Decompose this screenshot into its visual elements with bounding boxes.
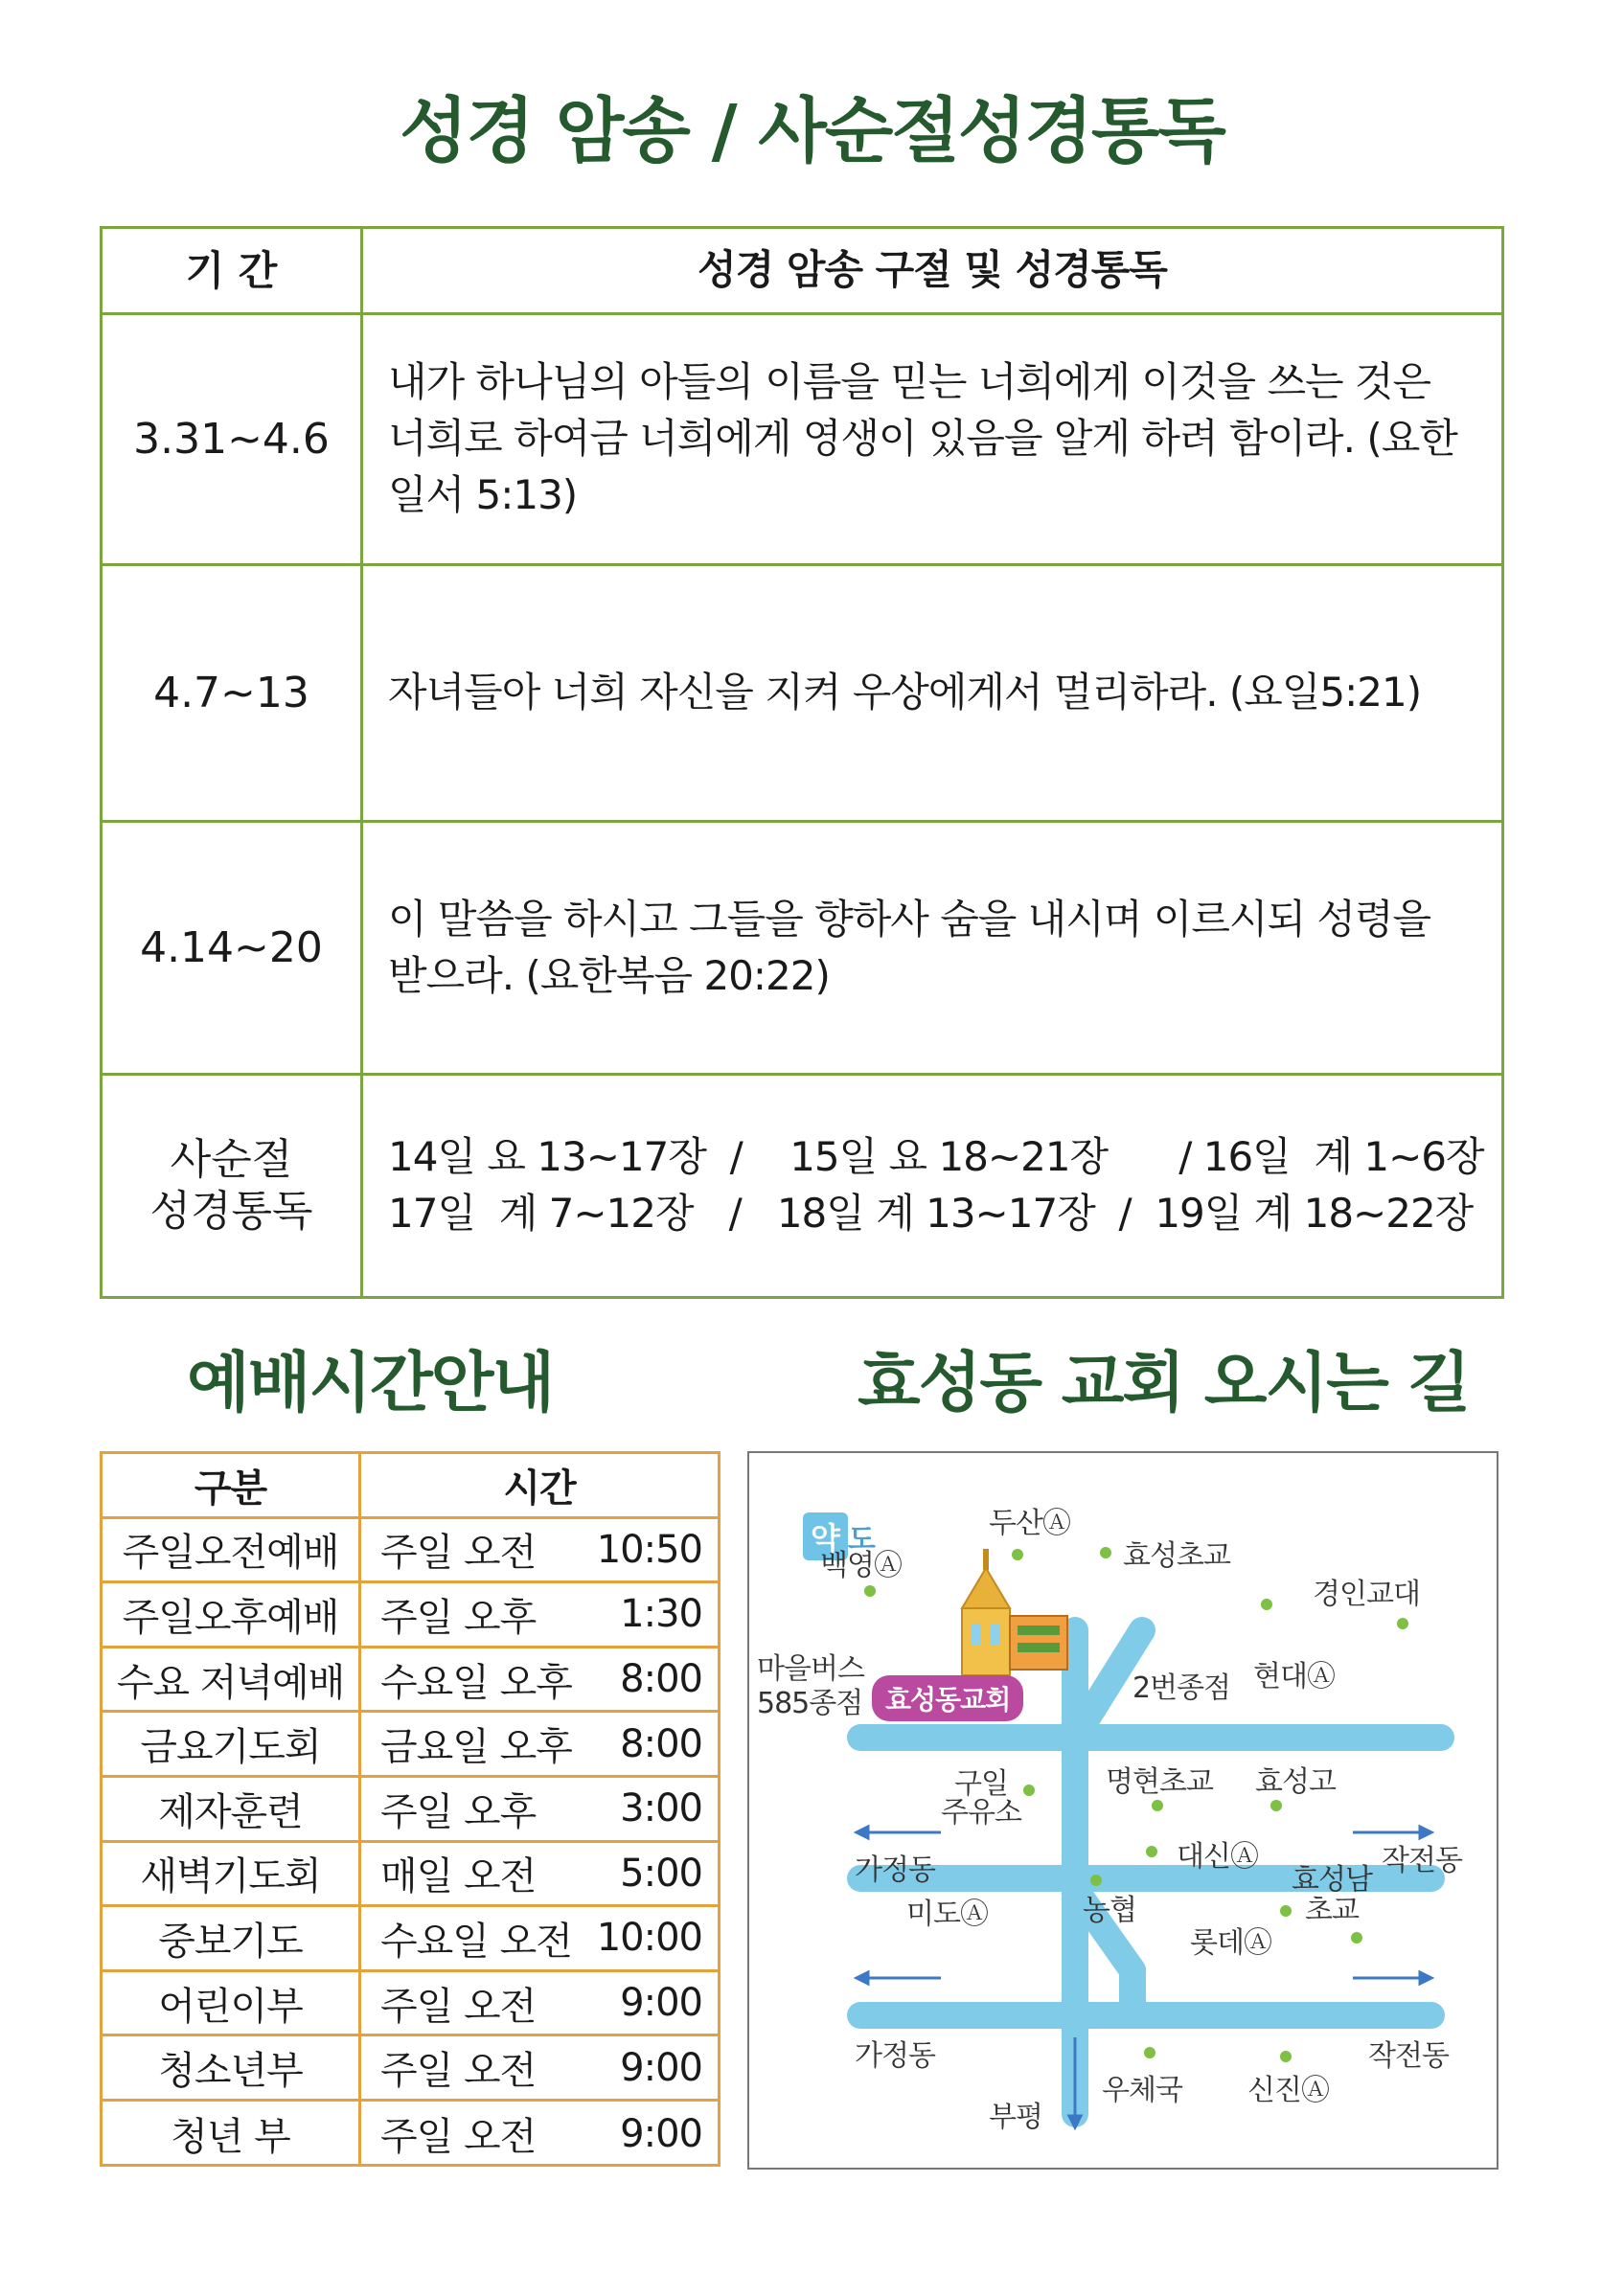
landmark-label: 두산Ⓐ bbox=[989, 1507, 1070, 1540]
verse-table bbox=[100, 226, 1504, 1299]
schedule-header bbox=[103, 1454, 718, 1519]
landmark-label: 초교 bbox=[1305, 1894, 1359, 1927]
worship-title: 예배시간안내 bbox=[187, 1346, 554, 1421]
service-day: 수요일 오전 bbox=[380, 1919, 572, 1964]
directions-title: 효성동 교회 오시는 길 bbox=[858, 1346, 1470, 1421]
landmark-label: 구일 bbox=[954, 1767, 1008, 1801]
landmark-dot bbox=[1280, 2051, 1292, 2062]
lent-reading-line1: 14일 요 13~17장 / 15일 요 18~21장 / 16일 계 1~6장 bbox=[388, 1133, 1484, 1181]
landmark-label: 경인교대 bbox=[1313, 1578, 1420, 1611]
landmark-label: 작전동 bbox=[1382, 1844, 1462, 1877]
yakdo-box: 약 bbox=[803, 1512, 848, 1560]
service-day: 주일 오전 bbox=[380, 2115, 537, 2160]
table-row bbox=[103, 1648, 718, 1714]
service-day: 주일 오후 bbox=[380, 1789, 537, 1834]
service-name: 주일오후예배 bbox=[103, 1583, 361, 1646]
table-row bbox=[103, 2102, 718, 2167]
table-row bbox=[103, 1907, 718, 1972]
landmark-dot bbox=[1270, 1800, 1282, 1811]
verse-cell: 내가 하나님의 아들의 이름을 믿는 너희에게 이것을 쓰는 것은 너희로 하여금 너희에게 영생이 있음을 알게 하려 함이라. (요한일서 5:13) bbox=[388, 358, 1457, 518]
table-row bbox=[103, 2036, 718, 2102]
service-time: 5:00 bbox=[620, 1851, 702, 1896]
verse-cell: 이 말씀을 하시고 그들을 향하사 숨을 내시며 이르시되 성령을 받으라. (요한복음 20:22) bbox=[388, 895, 1431, 999]
landmark-dot bbox=[1090, 1875, 1102, 1886]
landmark-label: 명현초교 bbox=[1106, 1765, 1213, 1799]
content-header: 성경 암송 구절 및 성경통독 bbox=[698, 246, 1167, 294]
church-building-icon bbox=[962, 1549, 1067, 1675]
verse-cell: 자녀들아 너희 자신을 지켜 우상에게서 멀리하라. (요일5:21) bbox=[388, 669, 1422, 716]
table-row bbox=[103, 1713, 718, 1778]
schedule-header-time: 시간 bbox=[503, 1466, 576, 1511]
table-row bbox=[103, 315, 1501, 566]
table-row bbox=[103, 1778, 718, 1843]
service-time: 10:00 bbox=[596, 1916, 702, 1961]
yakdo-rest: 도 bbox=[847, 1523, 876, 1557]
service-time: 9:00 bbox=[620, 2045, 702, 2090]
arrowhead-east-2 bbox=[1420, 1972, 1431, 1984]
landmark-dot bbox=[1397, 1618, 1408, 1629]
landmark-label: 2번종점 bbox=[1132, 1671, 1231, 1705]
arrowhead-west-1 bbox=[857, 1827, 868, 1838]
landmark-label: 미도Ⓐ bbox=[906, 1898, 988, 1931]
service-time: 9:00 bbox=[620, 1981, 702, 2026]
service-day: 주일 오전 bbox=[380, 1531, 537, 1576]
landmark-label: 백영Ⓐ bbox=[820, 1549, 902, 1582]
service-day: 금요일 오후 bbox=[380, 1725, 572, 1770]
table-row bbox=[103, 566, 1501, 823]
service-time: 1:30 bbox=[620, 1592, 702, 1637]
landmark-dot bbox=[1351, 1932, 1362, 1944]
service-name: 제자훈련 bbox=[103, 1778, 361, 1840]
schedule-header-name: 구분 bbox=[103, 1454, 361, 1516]
landmark-label: 585종점 bbox=[757, 1687, 863, 1720]
lent-reading-line2: 17일 계 7~12장 / 18일 계 13~17장 / 19일 계 18~22장 bbox=[388, 1190, 1474, 1237]
verse-table-header bbox=[103, 229, 1501, 315]
landmark-label: 가정동 bbox=[855, 2039, 935, 2073]
landmark-dot bbox=[1152, 1800, 1163, 1811]
landmark-label: 주유소 bbox=[941, 1796, 1021, 1830]
landmark-label: 효성초교 bbox=[1123, 1539, 1230, 1573]
service-name: 청소년부 bbox=[103, 2036, 361, 2099]
landmark-label: 신진Ⓐ bbox=[1247, 2074, 1329, 2107]
period-cell: 3.31~4.6 bbox=[103, 315, 363, 563]
service-day: 주일 오후 bbox=[380, 1595, 537, 1640]
landmark-dot bbox=[864, 1585, 876, 1597]
period-header: 기 간 bbox=[103, 229, 363, 312]
landmark-dot bbox=[1261, 1599, 1272, 1610]
landmark-label: 효성고 bbox=[1255, 1765, 1336, 1799]
landmark-dot bbox=[1280, 1905, 1292, 1917]
lent-period-cell bbox=[103, 1076, 363, 1296]
landmark-label: 부평 bbox=[989, 2101, 1042, 2134]
lent-reading-cell bbox=[363, 1076, 1501, 1296]
service-time: 10:50 bbox=[596, 1527, 702, 1572]
lent-reading-row bbox=[103, 1076, 1501, 1296]
period-cell: 4.14~20 bbox=[103, 823, 363, 1073]
service-day: 매일 오전 bbox=[380, 1854, 537, 1899]
service-time: 3:00 bbox=[620, 1786, 702, 1831]
table-row bbox=[103, 1972, 718, 2037]
service-day: 주일 오전 bbox=[380, 1984, 537, 2029]
landmark-dot bbox=[1023, 1785, 1035, 1796]
period-cell: 4.7~13 bbox=[103, 566, 363, 820]
service-time: 8:00 bbox=[620, 1657, 702, 1702]
landmark-label: 우체국 bbox=[1102, 2074, 1182, 2107]
service-name: 중보기도 bbox=[103, 1907, 361, 1969]
worship-schedule-table bbox=[100, 1451, 721, 2167]
service-name: 금요기도회 bbox=[103, 1713, 361, 1775]
table-row bbox=[103, 823, 1501, 1076]
lent-period-line1: 사순절 bbox=[170, 1135, 293, 1185]
landmark-label: 현대Ⓐ bbox=[1253, 1660, 1335, 1694]
service-name: 청년 부 bbox=[103, 2102, 361, 2167]
service-time: 9:00 bbox=[620, 2111, 702, 2156]
landmark-label: 농협 bbox=[1083, 1894, 1136, 1927]
arrowhead-west-2 bbox=[857, 1972, 868, 1984]
landmark-label: 효성남 bbox=[1292, 1863, 1372, 1897]
landmark-label: 작전동 bbox=[1368, 2039, 1449, 2073]
landmark-dot bbox=[1144, 2047, 1155, 2058]
lent-period-line2: 성경통독 bbox=[149, 1187, 313, 1236]
service-name: 새벽기도회 bbox=[103, 1843, 361, 1905]
table-row bbox=[103, 1843, 718, 1908]
service-time: 8:00 bbox=[620, 1721, 702, 1766]
landmark-label: 대신Ⓐ bbox=[1177, 1840, 1258, 1874]
service-day: 수요일 오후 bbox=[380, 1660, 572, 1705]
landmark-dot bbox=[1012, 1549, 1023, 1560]
service-day: 주일 오전 bbox=[380, 2049, 537, 2094]
service-name: 수요 저녁예배 bbox=[103, 1648, 361, 1711]
church-location-badge: 효성동교회 bbox=[872, 1675, 1023, 1721]
landmark-label: 마을버스 bbox=[757, 1652, 864, 1686]
main-title: 성경 암송 / 사순절성경통독 bbox=[400, 90, 1224, 172]
service-name: 주일오전예배 bbox=[103, 1519, 361, 1581]
landmark-label: 롯데Ⓐ bbox=[1190, 1926, 1271, 1960]
service-name: 어린이부 bbox=[103, 1972, 361, 2035]
landmark-dot bbox=[1100, 1547, 1111, 1558]
table-row bbox=[103, 1519, 718, 1584]
landmark-label: 가정동 bbox=[855, 1853, 935, 1887]
directions-map bbox=[747, 1451, 1498, 2170]
landmark-dot bbox=[1146, 1846, 1157, 1857]
table-row bbox=[103, 1583, 718, 1648]
